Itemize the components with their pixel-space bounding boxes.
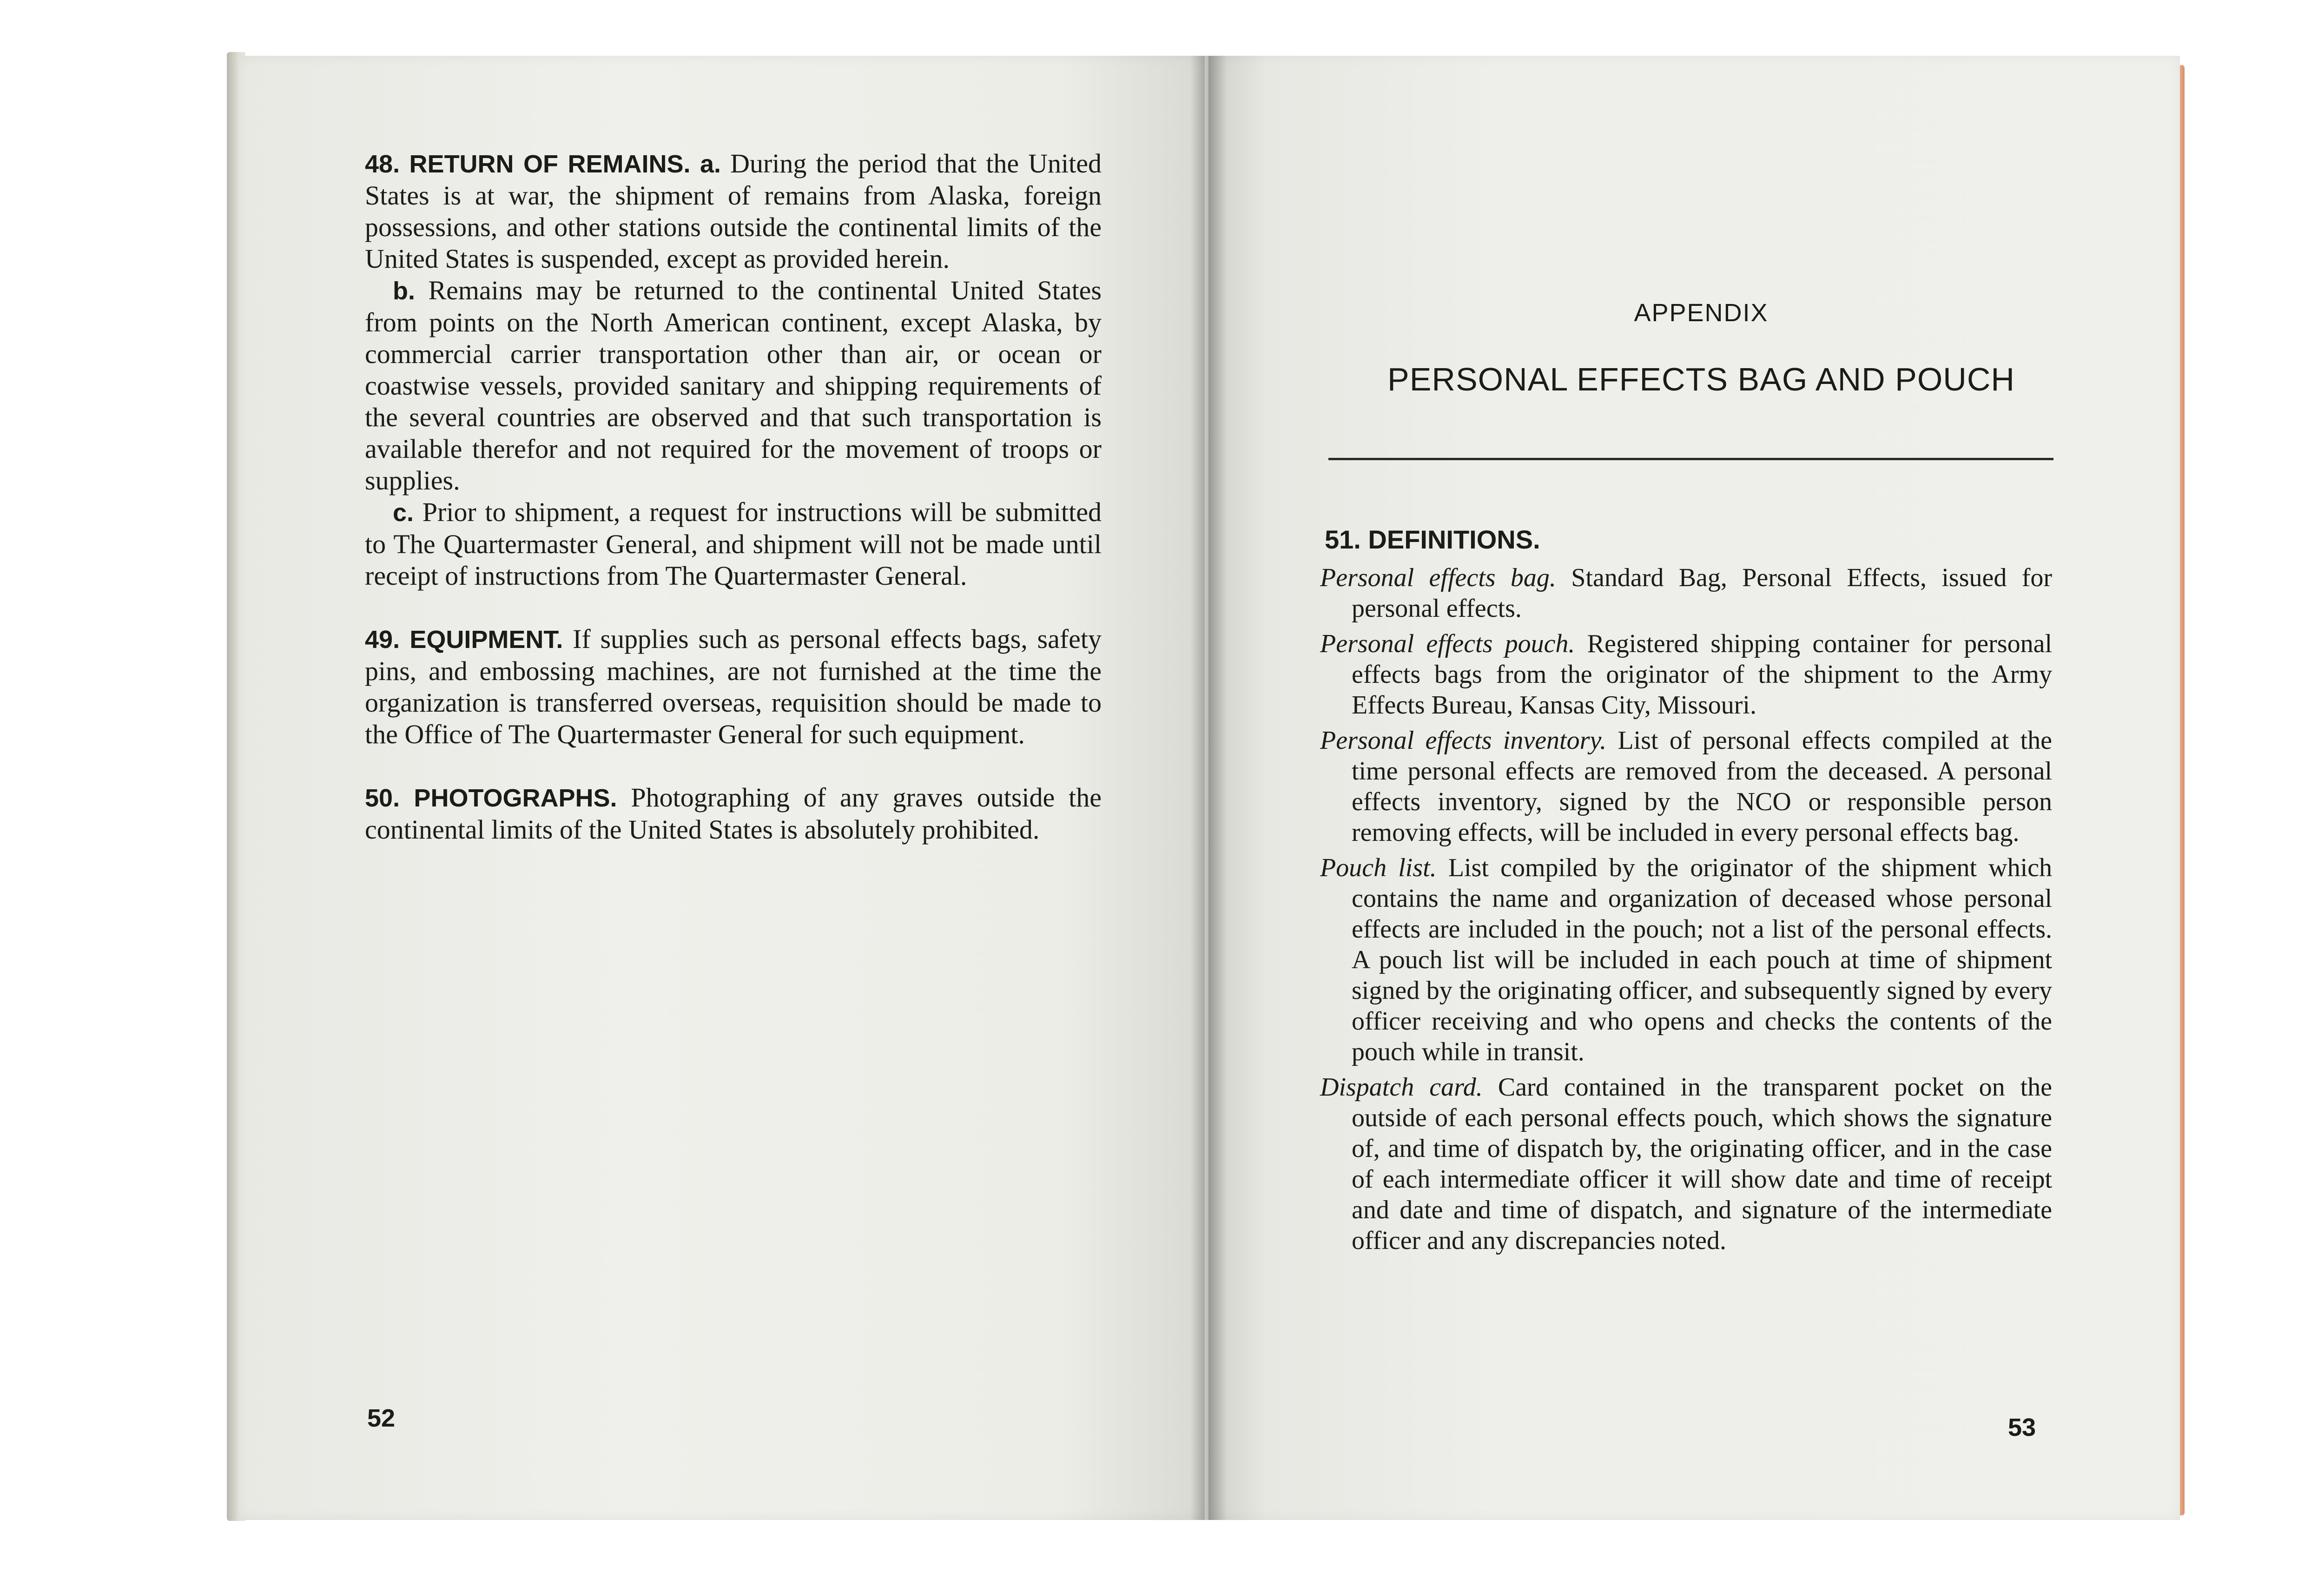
appendix-label: APPENDIX: [1634, 299, 1769, 327]
section-48-a: [365, 148, 1102, 275]
definition-text: List of personal effects compiled at the time personal effects are removed from the deceased. A personal effects inventory, signed by the NCO or responsible person removing effects, will be included in every personal effects bag.: [1352, 726, 2052, 847]
definitions-heading: 51. DEFINITIONS.: [1325, 525, 1540, 554]
section-48-b: [365, 275, 1102, 496]
definition-item: [1320, 562, 2052, 624]
definition-text: Card contained in the transparent pocket on the outside of each personal effects pouch, which shows the signature of, and time of dispatch by, the originating officer, and in the case of each intermediate officer it will show date and time of receipt and date and time of dispatch, and signature of the intermediate officer and any discrepancies noted.: [1352, 1073, 2053, 1255]
left-page-text: [365, 148, 1102, 846]
section-48-b-text: Remains may be returned to the continental United States from points on the North American continent, except Alaska, by commercial carrier transportation other than air, or ocean or coastwise vessels, provided sanitary and shipping requirements of the several countries are observed and that such transportation is available therefor and not required for the movement of troops or supplies.: [365, 275, 1102, 496]
definition-item: [1320, 628, 2052, 720]
section-48-c-label: c.: [393, 499, 414, 527]
definition-item: [1320, 852, 2052, 1067]
definition-term: Personal effects pouch.: [1320, 629, 1575, 658]
definition-item: [1320, 725, 2052, 848]
section-49-heading: 49. EQUIPMENT.: [365, 626, 563, 654]
section-49-text: If supplies such as personal effects bags, safety pins, and embossing machines, are not furnished at the time the organization is transferred overseas, requisition should be made to the Office of The Quartermaster General for such equipment.: [365, 624, 1102, 749]
definition-text: Standard Bag, Personal Effects, issued for personal effects.: [1352, 563, 2053, 623]
definitions-list: [1320, 562, 2052, 1261]
section-48-b-label: b.: [393, 277, 415, 305]
section-50-text: Photographing of any graves outside the continental limits of the United States is absolutely prohibited.: [365, 782, 1102, 845]
title-rule: [1328, 458, 2053, 460]
section-48-heading: 48. RETURN OF REMAINS. a.: [365, 150, 721, 178]
page-number-left: 52: [367, 1404, 396, 1432]
definition-term: Personal effects inventory.: [1320, 726, 1607, 755]
section-50-heading: 50. PHOTOGRAPHS.: [365, 784, 617, 812]
definition-term: Personal effects bag.: [1320, 563, 1556, 592]
section-50: [365, 782, 1102, 846]
section-49: [365, 623, 1102, 750]
book-gutter: [1190, 56, 1227, 1520]
definition-item: [1320, 1072, 2052, 1256]
section-48-c: [365, 496, 1102, 592]
definition-term: Dispatch card.: [1320, 1073, 1483, 1102]
page-number-right: 53: [2008, 1414, 2036, 1441]
definition-text: Registered shipping container for personal effects bags from the originator of the shipment to the Army Effects Bureau, Kansas City, Missouri.: [1352, 629, 2052, 720]
section-48-a-text: During the period that the United States is at war, the shipment of remains from Alaska, foreign possessions, and other stations outside the continental limits of the United States is suspended, except as provided herein.: [365, 148, 1102, 274]
definition-text: List compiled by the originator of the shipment which contains the name and organization of deceased whose personal effects are included in the pouch; not a list of the personal effects. A pouch list will be included in each pouch at time of shipment signed by the originating officer, and subsequently signed by every officer receiving and who opens and checks the contents of the pouch while in transit.: [1352, 853, 2053, 1066]
appendix-title: PERSONAL EFFECTS BAG AND POUCH: [1387, 361, 2015, 397]
section-48-c-text: Prior to shipment, a request for instructions will be submitted to The Quartermaster General, and shipment will not be made until receipt of instructions from The Quartermaster General.: [365, 497, 1102, 591]
definition-term: Pouch list.: [1320, 853, 1437, 882]
